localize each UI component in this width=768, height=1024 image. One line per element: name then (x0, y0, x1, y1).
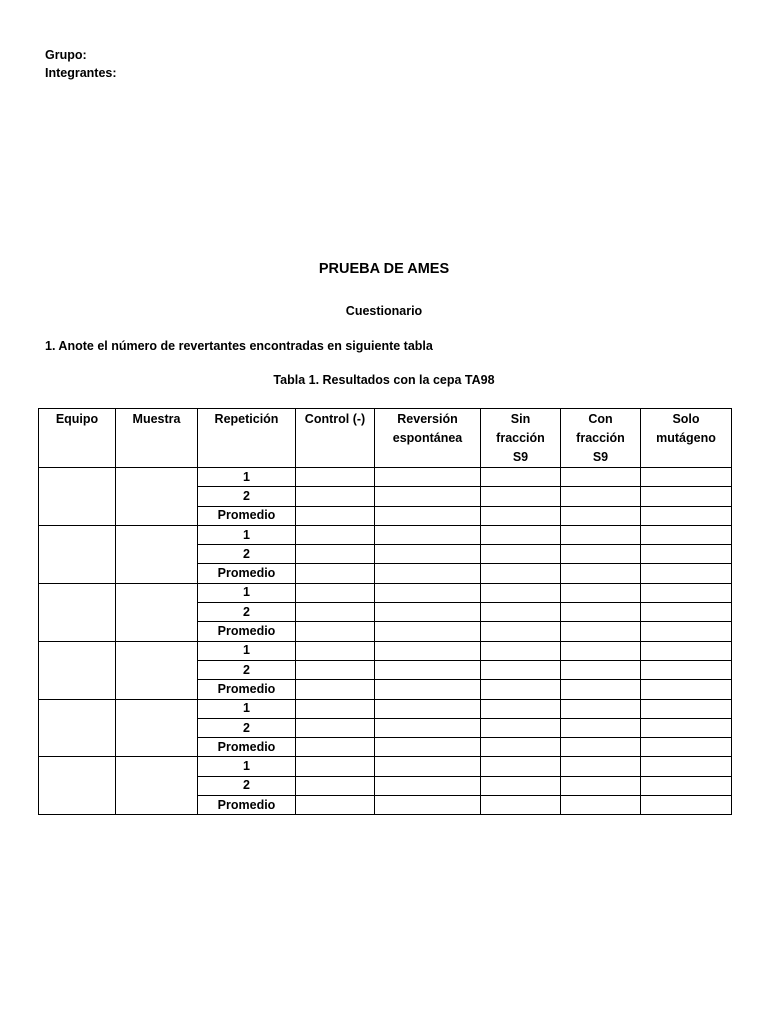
data-cell[interactable] (481, 487, 561, 506)
table-header-row (39, 409, 732, 468)
data-cell[interactable] (375, 468, 481, 487)
data-cell[interactable] (561, 660, 641, 679)
page-subtitle: Cuestionario (345, 304, 423, 318)
data-cell[interactable] (641, 757, 732, 776)
data-cell[interactable] (641, 622, 732, 641)
data-cell[interactable] (481, 583, 561, 602)
repeticion-cell: Promedio (198, 738, 296, 757)
repeticion-cell: 2 (198, 660, 296, 679)
data-cell[interactable] (481, 660, 561, 679)
repeticion-cell: 2 (198, 603, 296, 622)
data-cell[interactable] (561, 622, 641, 641)
column-header (641, 409, 732, 468)
table-row (39, 641, 732, 660)
grupo-label: Grupo: (45, 48, 87, 62)
column-header-text: Control (-) (304, 412, 366, 426)
column-header-text: fracción (496, 431, 545, 445)
data-cell[interactable] (375, 583, 481, 602)
data-cell[interactable] (481, 603, 561, 622)
data-cell[interactable] (296, 564, 375, 583)
data-cell[interactable] (481, 506, 561, 525)
column-header-text: S9 (592, 450, 609, 464)
data-cell[interactable] (375, 699, 481, 718)
data-cell[interactable] (641, 564, 732, 583)
data-cell[interactable] (481, 525, 561, 544)
data-cell[interactable] (641, 487, 732, 506)
data-cell[interactable] (481, 641, 561, 660)
repeticion-cell: Promedio (198, 564, 296, 583)
data-cell[interactable] (375, 506, 481, 525)
muestra-cell[interactable] (116, 468, 198, 526)
table-body (39, 468, 732, 815)
data-cell[interactable] (561, 564, 641, 583)
data-cell[interactable] (481, 680, 561, 699)
repeticion-cell: 1 (198, 699, 296, 718)
column-header-text: Reversión (397, 412, 458, 426)
repeticion-cell: Promedio (198, 506, 296, 525)
muestra-cell[interactable] (116, 757, 198, 815)
data-cell[interactable] (296, 622, 375, 641)
data-cell[interactable] (641, 699, 732, 718)
data-cell[interactable] (561, 487, 641, 506)
muestra-cell[interactable] (116, 699, 198, 757)
column-header-text: Solo (672, 412, 700, 426)
data-cell[interactable] (481, 468, 561, 487)
data-cell[interactable] (481, 738, 561, 757)
repeticion-cell: 2 (198, 776, 296, 795)
data-cell[interactable] (296, 468, 375, 487)
column-header-text: Repetición (214, 412, 279, 426)
data-cell[interactable] (375, 603, 481, 622)
column-header-text: Muestra (132, 412, 181, 426)
column-header (39, 409, 116, 468)
table-row (39, 583, 732, 602)
data-cell[interactable] (561, 468, 641, 487)
data-cell[interactable] (561, 525, 641, 544)
data-cell[interactable] (296, 583, 375, 602)
muestra-cell[interactable] (116, 641, 198, 699)
data-cell[interactable] (641, 776, 732, 795)
equipo-cell[interactable] (39, 699, 116, 757)
data-cell[interactable] (296, 545, 375, 564)
table-caption: Tabla 1. Resultados con la cepa TA98 (273, 373, 495, 387)
data-cell[interactable] (296, 660, 375, 679)
data-cell[interactable] (296, 641, 375, 660)
column-header (198, 409, 296, 468)
data-cell[interactable] (481, 776, 561, 795)
repeticion-cell: 1 (198, 525, 296, 544)
repeticion-cell: 1 (198, 468, 296, 487)
column-header-text: Con (588, 412, 613, 426)
equipo-cell[interactable] (39, 468, 116, 526)
data-cell[interactable] (375, 487, 481, 506)
column-header-text: Sin (510, 412, 531, 426)
column-header-text: Equipo (55, 412, 99, 426)
column-header-text: mutágeno (656, 431, 716, 445)
data-cell[interactable] (641, 545, 732, 564)
repeticion-cell: 2 (198, 718, 296, 737)
data-cell[interactable] (481, 699, 561, 718)
repeticion-cell: 2 (198, 487, 296, 506)
data-cell[interactable] (296, 718, 375, 737)
data-cell[interactable] (375, 622, 481, 641)
column-header (561, 409, 641, 468)
column-header (375, 409, 481, 468)
data-cell[interactable] (375, 718, 481, 737)
data-cell[interactable] (296, 487, 375, 506)
data-cell[interactable] (641, 796, 732, 815)
data-cell[interactable] (481, 545, 561, 564)
data-cell[interactable] (641, 468, 732, 487)
table-row (39, 525, 732, 544)
data-cell[interactable] (561, 738, 641, 757)
data-cell[interactable] (481, 564, 561, 583)
data-cell[interactable] (481, 796, 561, 815)
table-row (39, 468, 732, 487)
results-table (38, 408, 732, 815)
muestra-cell[interactable] (116, 583, 198, 641)
data-cell[interactable] (375, 680, 481, 699)
data-cell[interactable] (481, 718, 561, 737)
equipo-cell[interactable] (39, 525, 116, 583)
header-fields (45, 46, 117, 82)
data-cell[interactable] (375, 525, 481, 544)
data-cell[interactable] (561, 583, 641, 602)
data-cell[interactable] (296, 525, 375, 544)
repeticion-cell: Promedio (198, 680, 296, 699)
repeticion-cell: 1 (198, 757, 296, 776)
data-cell[interactable] (296, 796, 375, 815)
data-cell[interactable] (375, 738, 481, 757)
question-text: 1. Anote el número de revertantes encontradas en siguiente tabla (45, 339, 433, 353)
data-cell[interactable] (375, 660, 481, 679)
data-cell[interactable] (375, 545, 481, 564)
data-cell[interactable] (296, 699, 375, 718)
data-cell[interactable] (296, 680, 375, 699)
data-cell[interactable] (641, 660, 732, 679)
data-cell[interactable] (296, 776, 375, 795)
data-cell[interactable] (561, 757, 641, 776)
equipo-cell[interactable] (39, 583, 116, 641)
integrantes-label: Integrantes: (45, 66, 117, 80)
data-cell[interactable] (375, 776, 481, 795)
data-cell[interactable] (561, 603, 641, 622)
data-cell[interactable] (641, 641, 732, 660)
repeticion-cell: 1 (198, 583, 296, 602)
data-cell[interactable] (561, 506, 641, 525)
data-cell[interactable] (375, 641, 481, 660)
repeticion-cell: 1 (198, 641, 296, 660)
repeticion-cell: 2 (198, 545, 296, 564)
muestra-cell[interactable] (116, 525, 198, 583)
data-cell[interactable] (296, 757, 375, 776)
data-cell[interactable] (641, 718, 732, 737)
table-row (39, 699, 732, 718)
data-cell[interactable] (561, 545, 641, 564)
data-cell[interactable] (296, 738, 375, 757)
column-header (296, 409, 375, 468)
repeticion-cell: Promedio (198, 796, 296, 815)
data-cell[interactable] (641, 680, 732, 699)
data-cell[interactable] (375, 796, 481, 815)
data-cell[interactable] (375, 757, 481, 776)
data-cell[interactable] (296, 603, 375, 622)
column-header (116, 409, 198, 468)
data-cell[interactable] (561, 776, 641, 795)
data-cell[interactable] (561, 718, 641, 737)
column-header (481, 409, 561, 468)
data-cell[interactable] (296, 506, 375, 525)
data-cell[interactable] (561, 796, 641, 815)
data-cell[interactable] (641, 506, 732, 525)
repeticion-cell: Promedio (198, 622, 296, 641)
data-cell[interactable] (375, 564, 481, 583)
equipo-cell[interactable] (39, 641, 116, 699)
data-cell[interactable] (561, 641, 641, 660)
data-cell[interactable] (481, 622, 561, 641)
column-header-text: S9 (512, 450, 529, 464)
column-header-text: fracción (576, 431, 625, 445)
data-cell[interactable] (641, 603, 732, 622)
data-cell[interactable] (641, 738, 732, 757)
page-title: PRUEBA DE AMES (318, 261, 450, 277)
column-header-text: espontánea (392, 431, 463, 445)
data-cell[interactable] (481, 757, 561, 776)
data-cell[interactable] (561, 699, 641, 718)
data-cell[interactable] (641, 525, 732, 544)
equipo-cell[interactable] (39, 757, 116, 815)
data-cell[interactable] (641, 583, 732, 602)
data-cell[interactable] (561, 680, 641, 699)
table-row (39, 757, 732, 776)
